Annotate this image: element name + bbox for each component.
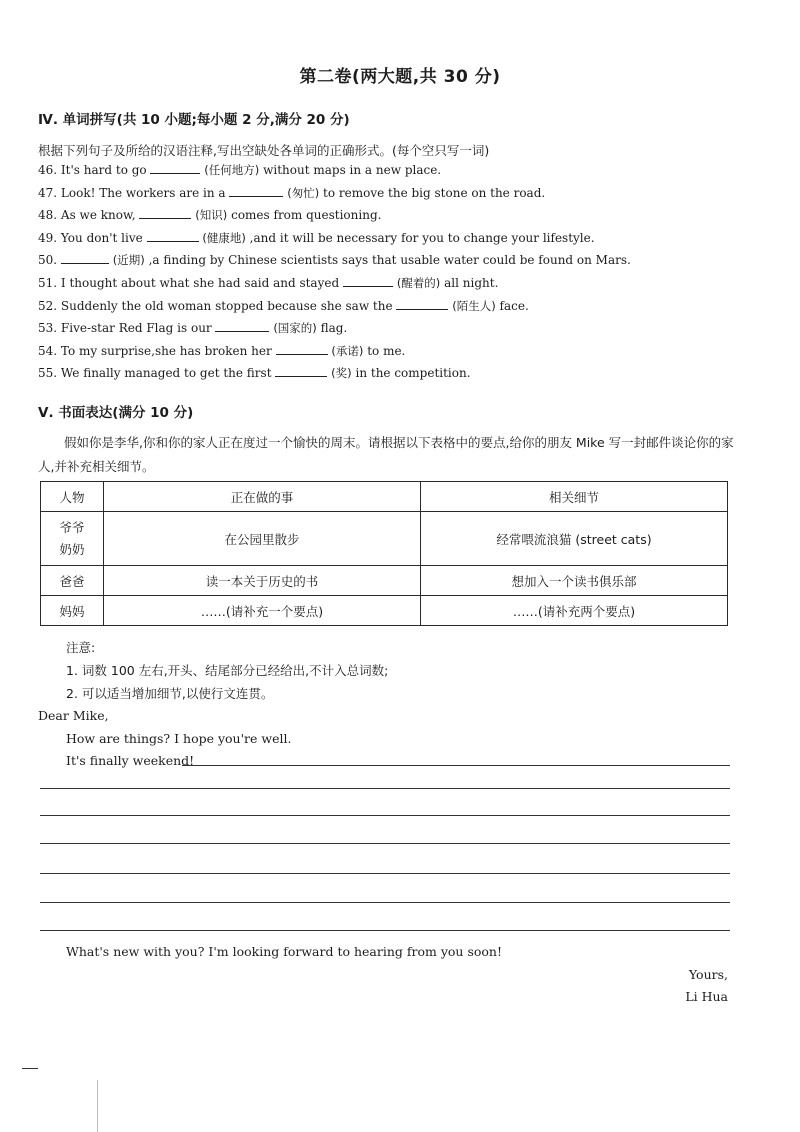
table-cell-detail: 经常喂流浪猫 (street cats) bbox=[421, 512, 728, 566]
table-cell-person: 妈妈 bbox=[41, 596, 104, 626]
letter-opening: How are things? I hope you're well. bbox=[66, 731, 292, 746]
answer-blank[interactable] bbox=[147, 229, 199, 242]
chinese-hint: (奖) bbox=[331, 366, 352, 381]
question-item bbox=[38, 184, 545, 201]
margin-mark bbox=[22, 1068, 38, 1069]
section-4-heading: Ⅳ. 单词拼写(共 10 小题;每小题 2 分,满分 20 分) bbox=[38, 112, 350, 128]
question-text: face. bbox=[499, 298, 529, 313]
question-number: 51. bbox=[38, 276, 58, 290]
table-cell-detail: 想加入一个读书俱乐部 bbox=[421, 566, 728, 596]
writing-line[interactable] bbox=[40, 902, 730, 903]
question-item bbox=[38, 364, 471, 381]
chinese-hint: (任何地方) bbox=[204, 163, 260, 177]
answer-blank[interactable] bbox=[215, 319, 269, 332]
chinese-hint: (知识) bbox=[195, 208, 228, 223]
chinese-hint: (国家的) bbox=[273, 321, 317, 336]
table-cell-person: 爷爷 奶奶 bbox=[41, 512, 104, 566]
question-number: 54. bbox=[38, 343, 58, 358]
chinese-hint: (承诺) bbox=[331, 343, 364, 358]
answer-blank[interactable] bbox=[229, 184, 283, 197]
letter-greeting: Dear Mike, bbox=[38, 708, 109, 723]
table-cell-person: 爸爸 bbox=[41, 566, 104, 596]
section-5-heading: Ⅴ. 书面表达(满分 10 分) bbox=[38, 405, 194, 421]
question-number: 52. bbox=[38, 298, 58, 313]
table-header-cell: 相关细节 bbox=[421, 482, 728, 512]
table-cell-activity: ……(请补充一个要点) bbox=[104, 596, 421, 626]
question-text: Look! The workers are in a bbox=[60, 185, 226, 200]
table-row bbox=[41, 596, 728, 626]
table-header-cell: 正在做的事 bbox=[104, 482, 421, 512]
question-text: Suddenly the old woman stopped because she saw the bbox=[60, 298, 393, 313]
question-text: comes from questioning. bbox=[231, 208, 382, 223]
writing-line[interactable] bbox=[40, 788, 730, 789]
answer-blank[interactable] bbox=[343, 274, 393, 287]
page-title: 第二卷(两大题,共 30 分) bbox=[299, 67, 501, 87]
question-number: 49. bbox=[38, 230, 58, 245]
question-number: 47. bbox=[38, 185, 58, 200]
question-item bbox=[38, 274, 498, 291]
question-number: 46. bbox=[38, 163, 58, 177]
question-number: 48. bbox=[38, 208, 58, 223]
table-header-row bbox=[41, 482, 728, 512]
question-text: to remove the big stone on the road. bbox=[323, 185, 546, 200]
table-cell-detail: ……(请补充两个要点) bbox=[421, 596, 728, 626]
letter-start: It's finally weekend! bbox=[66, 753, 195, 768]
question-text: It's hard to go bbox=[60, 163, 147, 177]
question-text: ,a finding by Chinese scientists says that usable water could be found on Mars. bbox=[148, 253, 631, 268]
chinese-hint: (匆忙) bbox=[287, 185, 320, 200]
answer-blank[interactable] bbox=[61, 251, 109, 264]
question-item bbox=[38, 206, 381, 223]
question-text: in the competition. bbox=[355, 366, 471, 381]
question-text: To my surprise,she has broken her bbox=[60, 343, 272, 358]
writing-line[interactable] bbox=[40, 873, 730, 874]
chinese-hint: (陌生人) bbox=[452, 298, 496, 313]
section-4-instruction: 根据下列句子及所给的汉语注释,写出空缺处各单词的正确形式。(每个空只写一词) bbox=[38, 143, 490, 158]
chinese-hint: (健康地) bbox=[202, 230, 246, 245]
letter-closing: What's new with you? I'm looking forward to hearing from you soon! bbox=[66, 944, 502, 959]
info-table bbox=[40, 481, 728, 626]
chinese-hint: (近期) bbox=[112, 253, 145, 268]
question-text: We finally managed to get the first bbox=[60, 366, 272, 381]
writing-prompt: 假如你是李华,你和你的家人正在度过一个愉快的周末。请根据以下表格中的要点,给你的朋友 Mike 写一封邮件谈论你的家人,并补充相关细节。 bbox=[38, 435, 734, 474]
question-text: As we know, bbox=[60, 208, 136, 223]
question-number: 55. bbox=[38, 366, 58, 381]
letter-signoff: Yours, bbox=[688, 967, 728, 982]
question-item bbox=[38, 342, 405, 359]
question-item bbox=[38, 229, 595, 246]
table-cell-activity: 在公园里散步 bbox=[104, 512, 421, 566]
question-item bbox=[38, 319, 347, 336]
answer-blank[interactable] bbox=[275, 364, 327, 377]
writing-line[interactable] bbox=[40, 930, 730, 931]
question-text: to me. bbox=[367, 343, 406, 358]
answer-blank[interactable] bbox=[150, 161, 200, 174]
note-item: 2. 可以适当增加细节,以使行文连贯。 bbox=[66, 686, 274, 701]
letter-signature: Li Hua bbox=[685, 989, 728, 1004]
answer-blank[interactable] bbox=[396, 297, 448, 310]
answer-blank[interactable] bbox=[139, 206, 191, 219]
question-item bbox=[38, 251, 631, 268]
question-number: 53. bbox=[38, 321, 58, 336]
question-item bbox=[38, 161, 441, 178]
question-text: ,and it will be necessary for you to change your lifestyle. bbox=[249, 230, 595, 245]
question-text: I thought about what she had said and stayed bbox=[60, 276, 340, 290]
answer-blank[interactable] bbox=[276, 342, 328, 355]
question-number: 50. bbox=[38, 253, 58, 268]
table-header-cell: 人物 bbox=[41, 482, 104, 512]
table-row bbox=[41, 566, 728, 596]
writing-line[interactable] bbox=[182, 765, 730, 766]
writing-line[interactable] bbox=[40, 843, 730, 844]
question-text: all night. bbox=[444, 276, 499, 290]
chinese-hint: (醒着的) bbox=[396, 276, 441, 290]
notes-title: 注意: bbox=[66, 640, 96, 655]
question-text: without maps in a new place. bbox=[263, 163, 442, 177]
question-text: flag. bbox=[320, 321, 348, 336]
writing-line[interactable] bbox=[40, 815, 730, 816]
question-text: Five-star Red Flag is our bbox=[60, 321, 212, 336]
table-cell-activity: 读一本关于历史的书 bbox=[104, 566, 421, 596]
question-text: You don't live bbox=[60, 230, 143, 245]
question-item bbox=[38, 297, 529, 314]
table-row bbox=[41, 512, 728, 566]
note-item: 1. 词数 100 左右,开头、结尾部分已经给出,不计入总词数; bbox=[66, 663, 389, 678]
binding-line bbox=[97, 1080, 98, 1132]
